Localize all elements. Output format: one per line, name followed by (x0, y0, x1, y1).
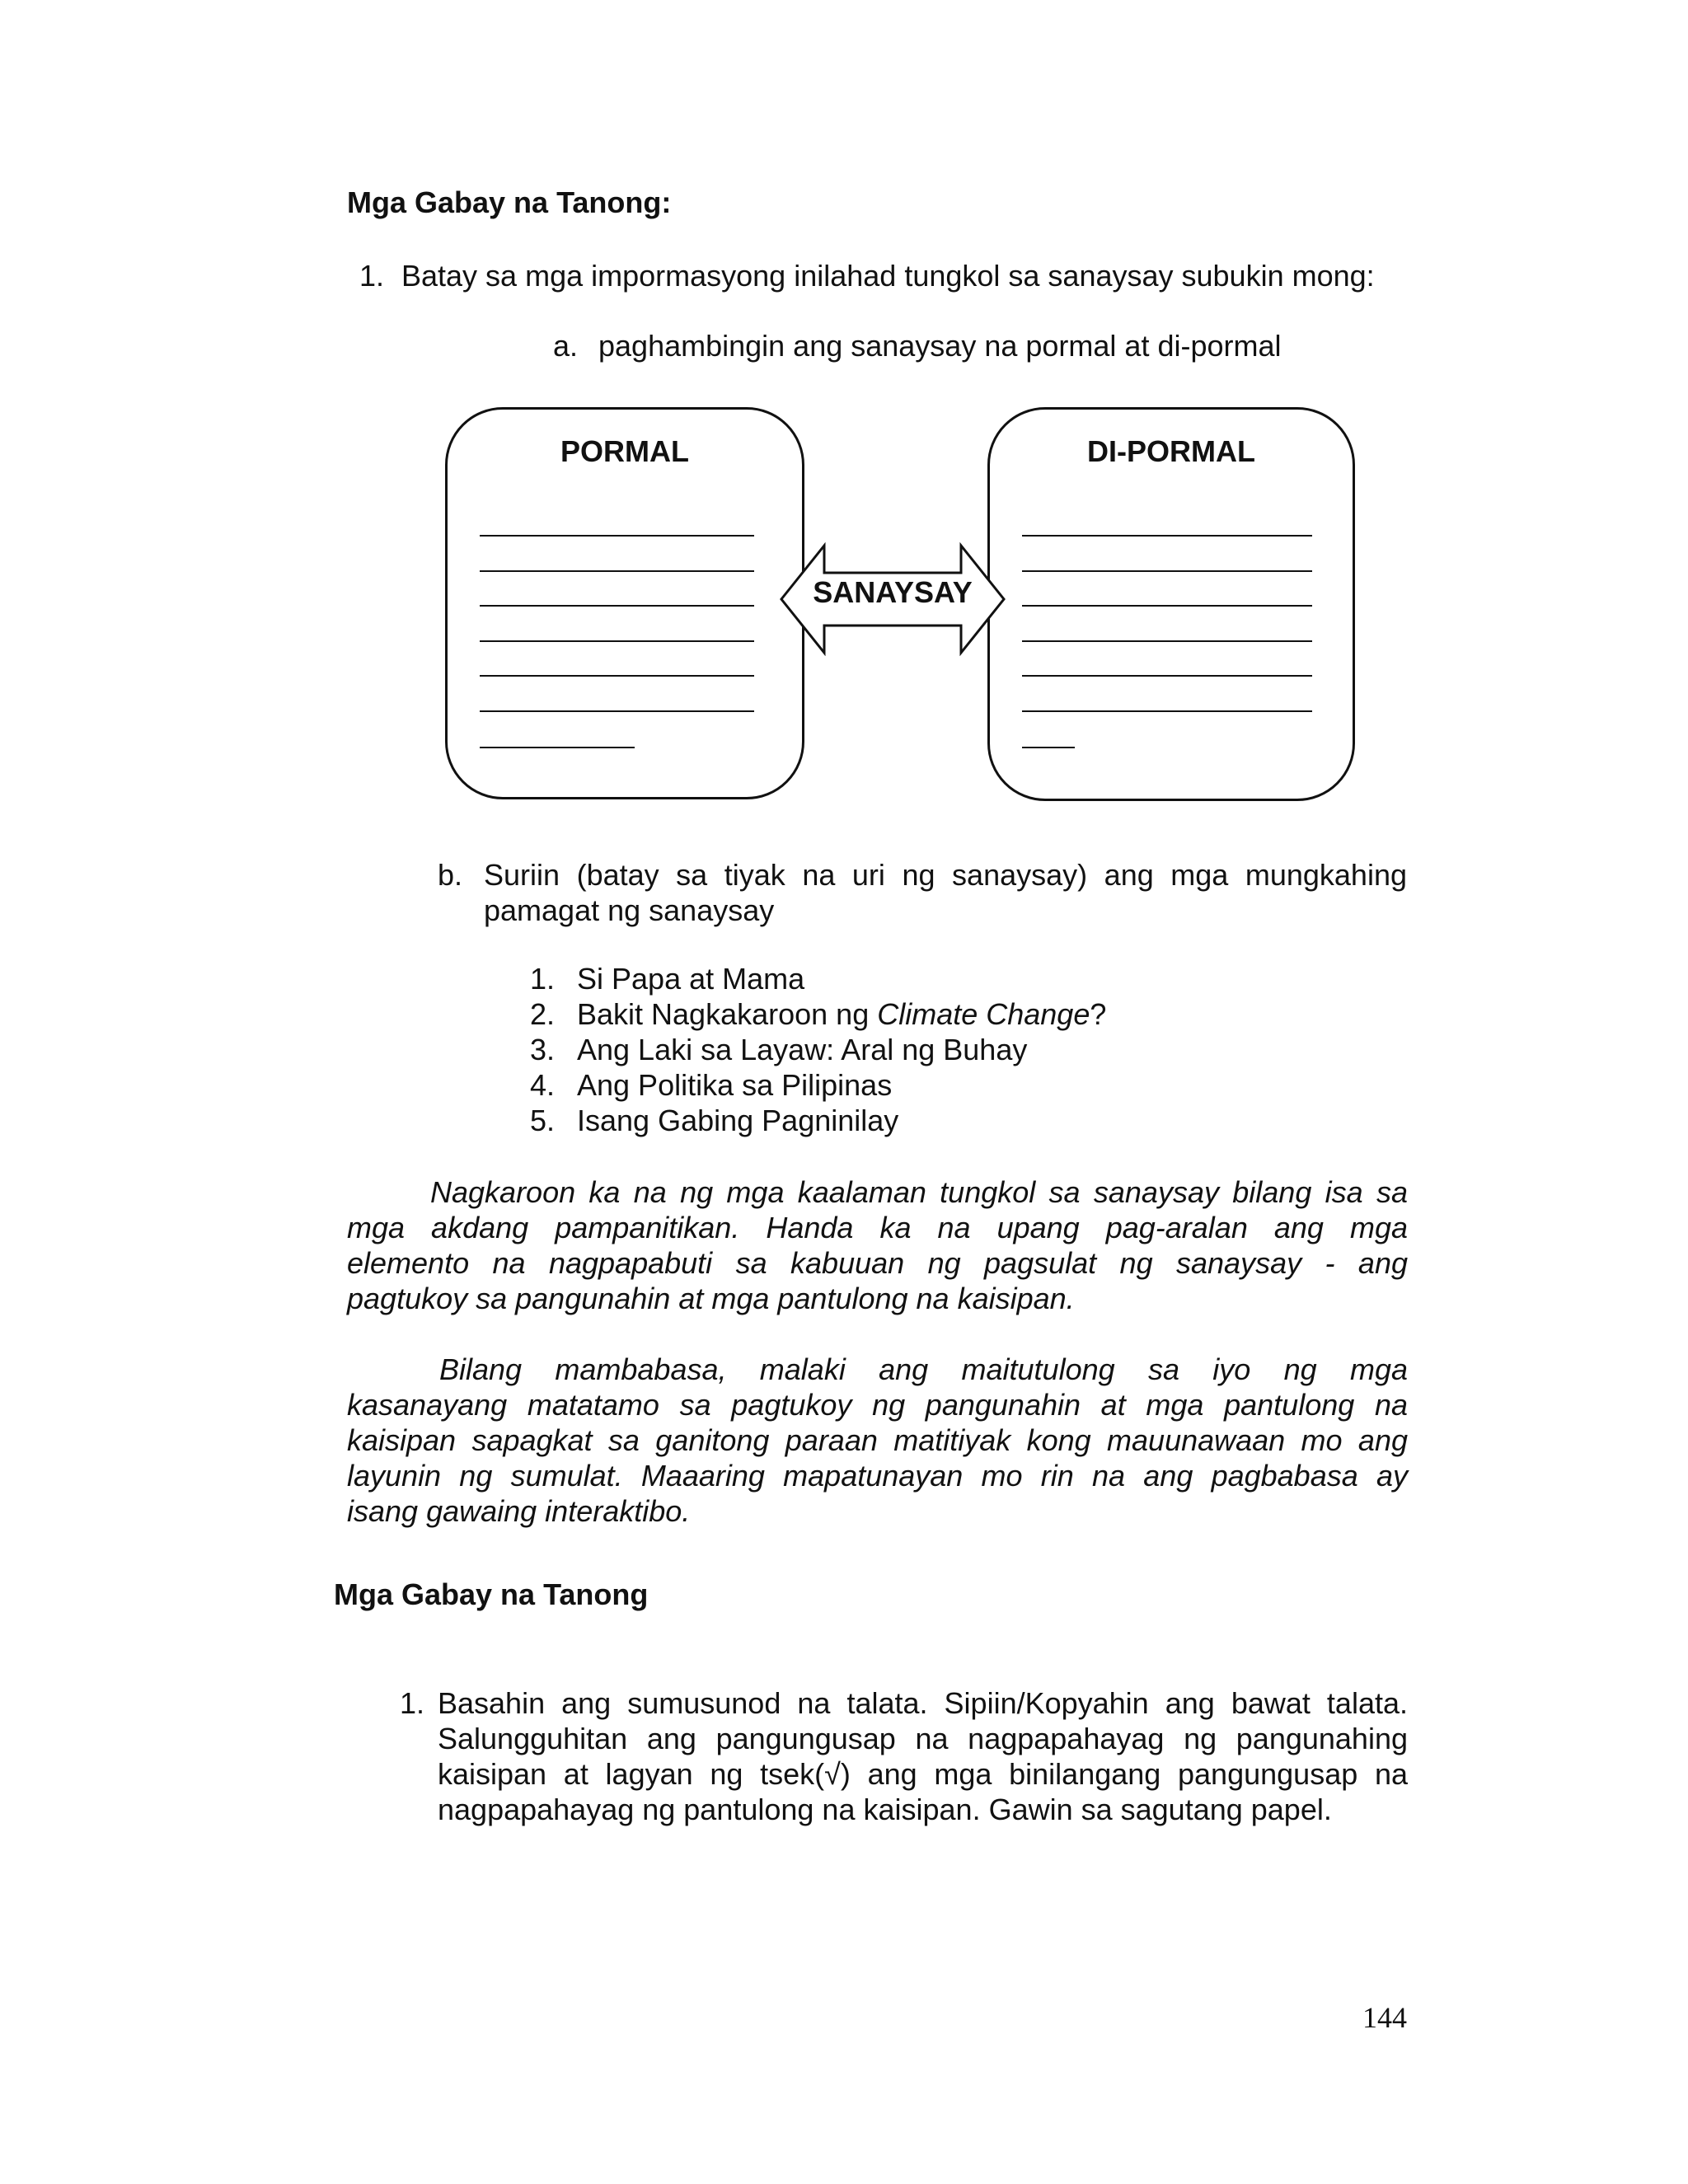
list-item: Ang Laki sa Layaw: Aral ng Buhay (577, 1033, 1028, 1066)
answer-line (1022, 605, 1312, 607)
list-number: 1. (359, 259, 385, 293)
question-text: paghambingin ang sanaysay na pormal at di-pormal (598, 329, 1282, 363)
di-pormal-title: DI-PORMAL (1087, 434, 1255, 468)
list-letter: b. (438, 858, 463, 892)
answer-line (480, 747, 635, 748)
question-text: Batay sa mga impormasyong inilahad tungkol sa sanaysay subukin mong: (401, 259, 1375, 293)
question-text: pamagat ng sanaysay (484, 893, 775, 927)
paragraph-line: kaisipan sapagkat sa ganitong paraan matitiyak kong mauunawaan mo ang (347, 1423, 1408, 1457)
pormal-box (445, 407, 804, 799)
answer-line (480, 675, 754, 677)
list-number: 2. (530, 997, 556, 1031)
answer-line (480, 535, 754, 537)
answer-line (1022, 747, 1075, 748)
list-item: Isang Gabing Pagninilay (577, 1104, 899, 1137)
pormal-title: PORMAL (560, 434, 689, 468)
answer-line (1022, 710, 1312, 712)
instruction-line: kaisipan at lagyan ng tsek(√) ang mga binilangang pangungusap na (438, 1757, 1408, 1791)
paragraph-line: elemento na nagpapabuti sa kabuuan ng pagsulat ng sanaysay - ang (347, 1246, 1408, 1280)
list-number: 4. (530, 1068, 556, 1102)
paragraph-line: kasanayang matatamo sa pagtukoy ng pangunahin at mga pantulong na (347, 1388, 1408, 1422)
answer-line (480, 640, 754, 642)
answer-line (480, 710, 754, 712)
section-heading: Mga Gabay na Tanong: (347, 185, 672, 219)
answer-line (1022, 535, 1312, 537)
list-number: 1. (530, 962, 556, 996)
list-number: 1. (400, 1686, 425, 1720)
answer-line (480, 605, 754, 607)
paragraph-line: Nagkaroon ka na ng mga kaalaman tungkol sa sanaysay bilang isa sa (430, 1175, 1408, 1209)
list-item: Si Papa at Mama (577, 962, 805, 996)
sanaysay-label: SANAYSAY (813, 575, 973, 609)
list-item: Bakit Nagkakaroon ng Climate Change? (577, 997, 1107, 1031)
instruction-line: nagpapahayag ng pantulong na kaisipan. Gawin sa sagutang papel. (438, 1793, 1332, 1826)
instruction-line: Salungguhitan ang pangungusap na nagpapahayag ng pangunahing (438, 1722, 1408, 1755)
list-number: 3. (530, 1033, 556, 1066)
question-text: Suriin (batay sa tiyak na uri ng sanaysay) ang mga mungkahing (484, 858, 1407, 892)
answer-line (480, 570, 754, 572)
di-pormal-box (987, 407, 1355, 801)
instruction-line: Basahin ang sumusunod na talata. Sipiin/Kopyahin ang bawat talata. (438, 1686, 1408, 1720)
paragraph-line: pagtukoy sa pangunahin at mga pantulong na kaisipan. (347, 1282, 1075, 1315)
list-number: 5. (530, 1104, 556, 1137)
paragraph-line: Bilang mambabasa, malaki ang maitutulong sa iyo ng mga (439, 1352, 1408, 1386)
list-letter: a. (553, 329, 579, 363)
answer-line (1022, 675, 1312, 677)
answer-line (1022, 640, 1312, 642)
answer-line (1022, 570, 1312, 572)
list-item: Ang Politika sa Pilipinas (577, 1068, 893, 1102)
paragraph-line: layunin ng sumulat. Maaaring mapatunayan mo rin na ang pagbabasa ay (347, 1459, 1408, 1493)
paragraph-line: mga akdang pampanitikan. Handa ka na upang pag-aralan ang mga (347, 1211, 1408, 1244)
section-heading: Mga Gabay na Tanong (334, 1577, 649, 1611)
paragraph-line: isang gawaing interaktibo. (347, 1494, 691, 1528)
page-number: 144 (1362, 2001, 1407, 2034)
